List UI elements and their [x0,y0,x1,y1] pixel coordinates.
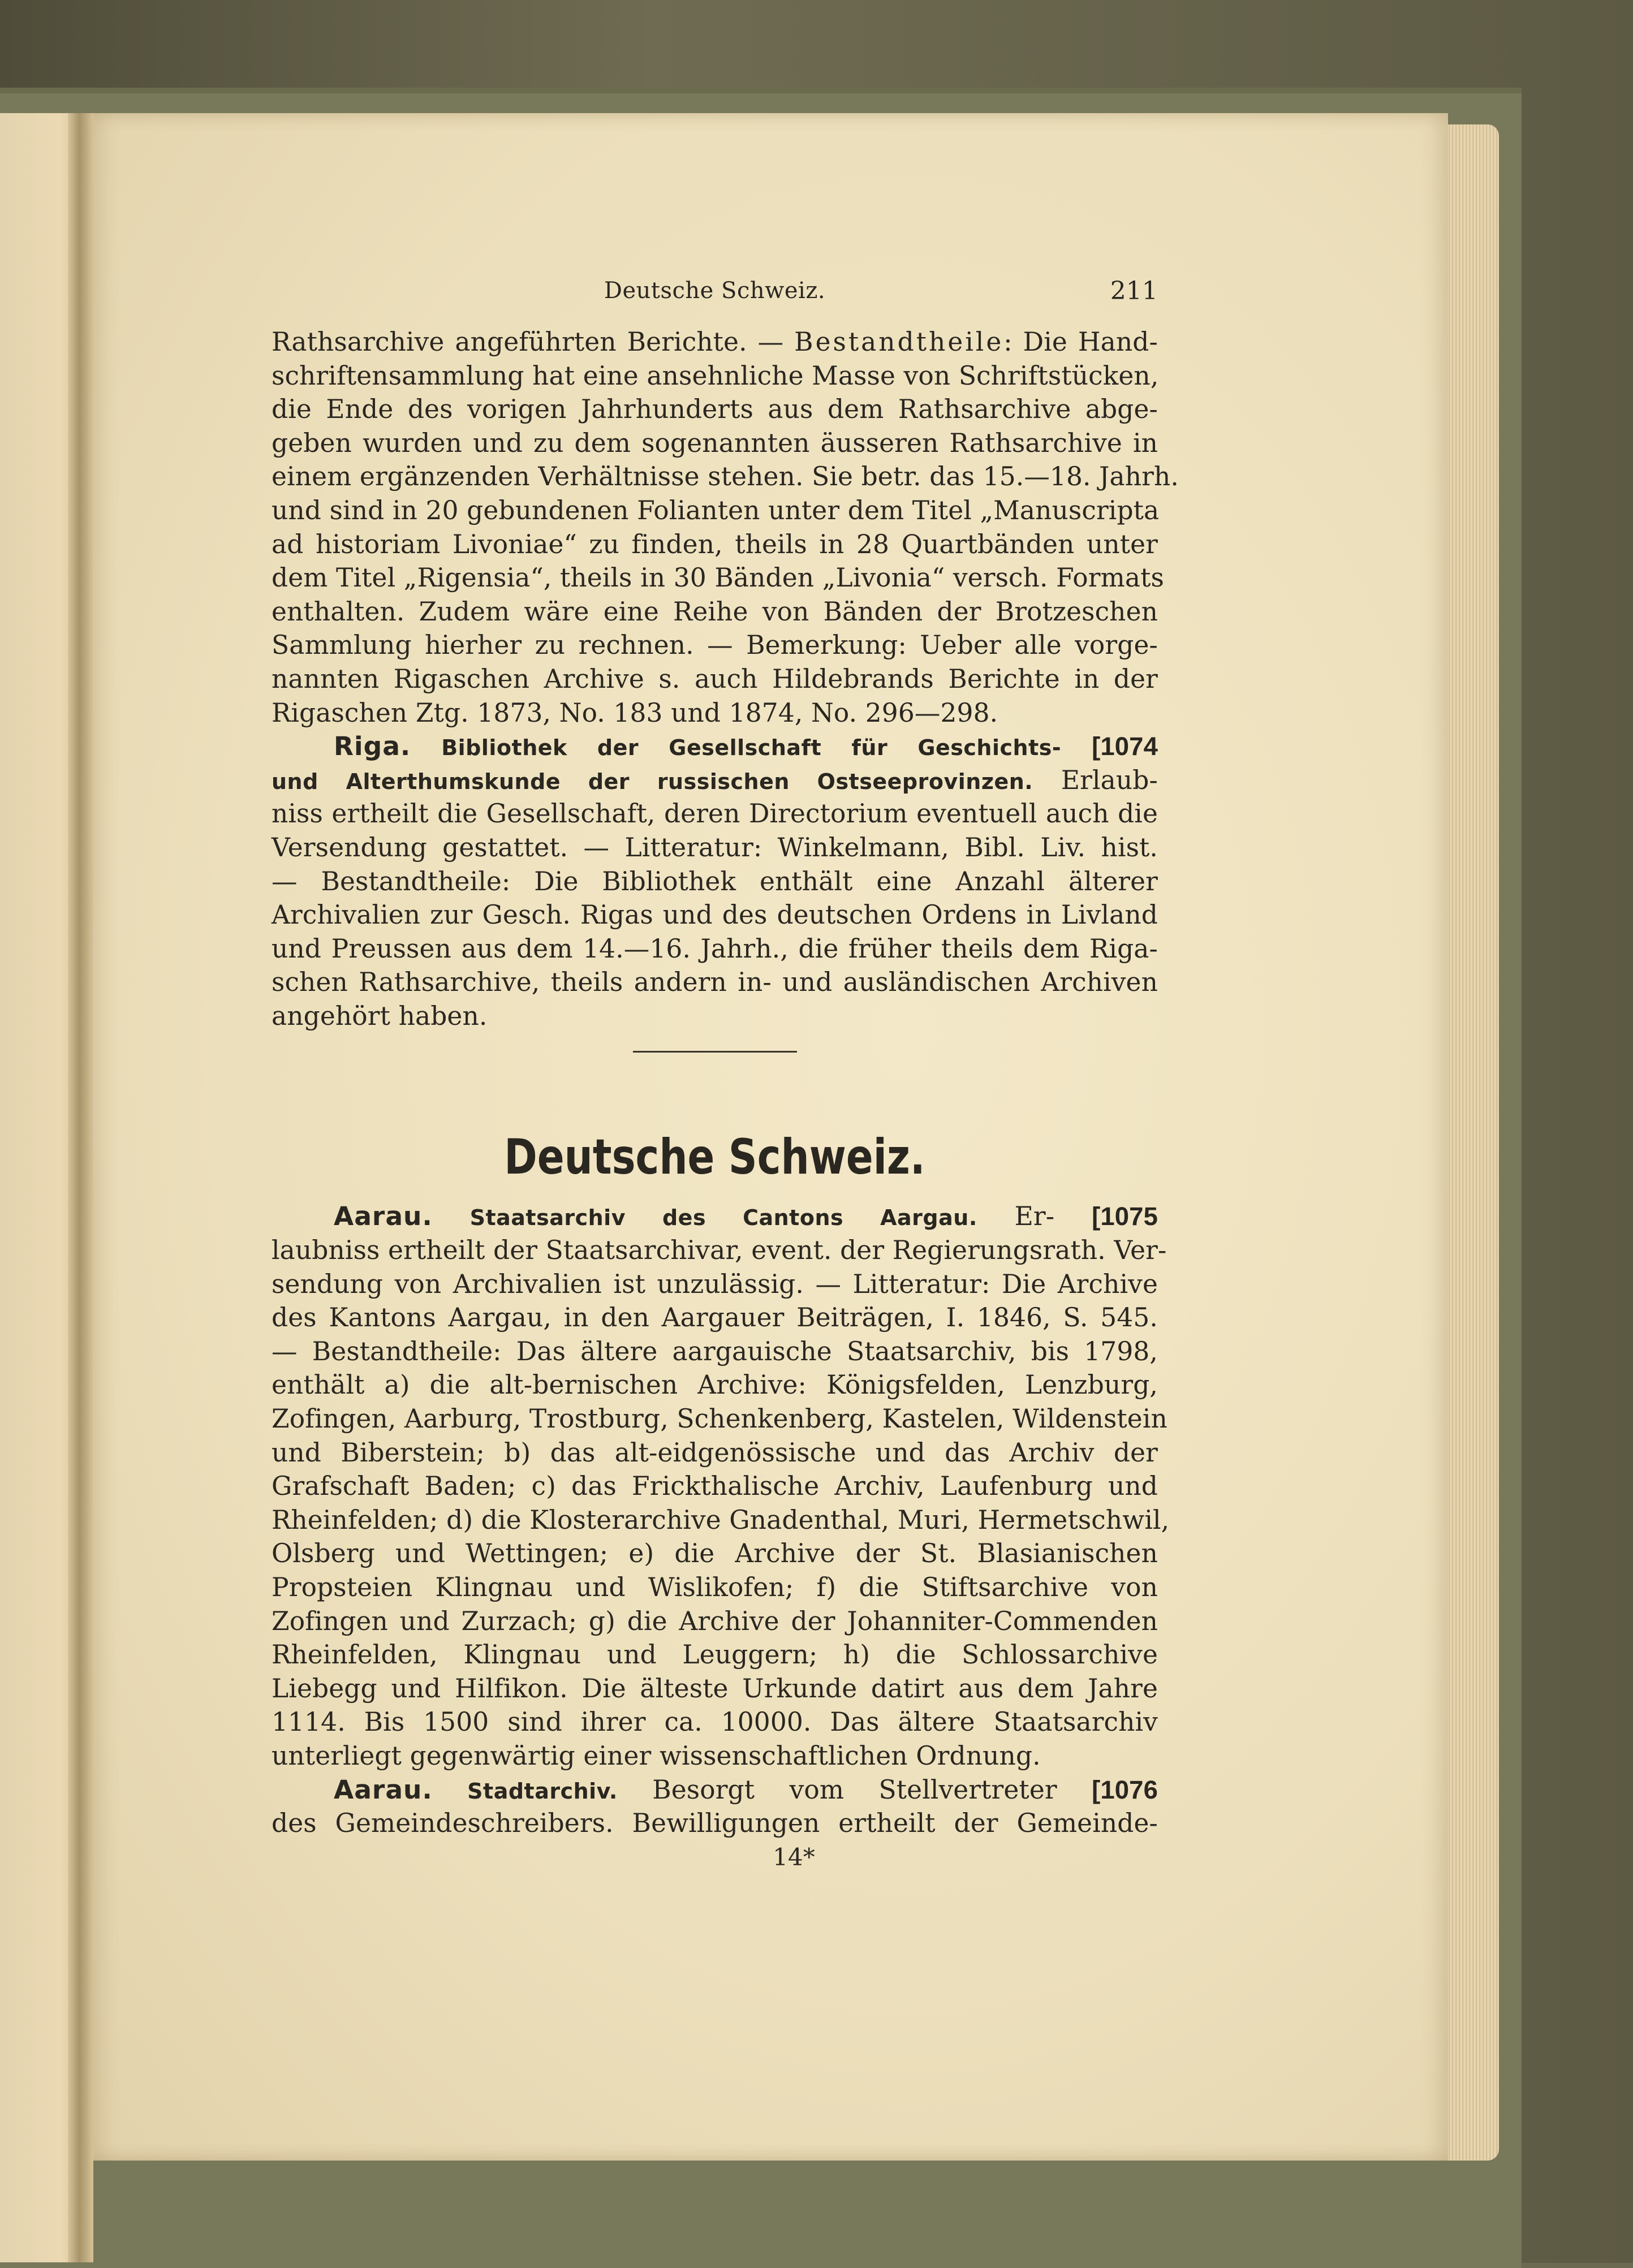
text-line: des Gemeindeschreibers. Bewilligungen ertheilt der Gemeinde- [272,1808,1158,1839]
text-line: Rheinfelden; d) die Klosterarchive Gnadenthal, Muri, Hermetschwil, [272,1504,1170,1535]
text-line: enthält a) die alt-bernischen Archive: Königsfelden, Lenzburg, [272,1370,1158,1400]
signature-mark: 14* [773,1843,815,1871]
entry-place: Riga. [334,731,411,762]
entry-title: Bibliothek der Gesellschaft für Geschichts- [441,735,1062,761]
text-line: ad historiam Livoniae“ zu finden, theils in 28 Quartbänden unter [272,529,1158,559]
entry-heading-line: Aarau. Stadtarchiv. Besorgt vom Stellvertreter [1076 [334,1774,1158,1805]
text-line: unterliegt gegenwärtig einer wissenschaftlichen Ordnung. [272,1740,1041,1771]
page-number: 211 [1110,277,1158,305]
text-line: 1114. Bis 1500 sind ihrer ca. 10000. Das ältere Staatsarchiv [272,1707,1158,1737]
entry-number: [1074 [1092,732,1158,761]
text-line: angehört haben. [272,1001,488,1031]
riga-continued-entry [272,325,1179,730]
page-content [272,274,1179,1880]
text-line: einem ergänzenden Verhältnisse stehen. Sie betr. das 15.—18. Jahrh. [272,462,1179,492]
text-line: dem Titel „Rigensia“, theils in 30 Bänden „Livonia“ versch. Formats [272,563,1164,593]
text-line: geben wurden und zu dem sogenannten äusseren Rathsarchive in [272,428,1158,458]
text-line: Sammlung hierher zu rechnen. — Bemerkung: Ueber alle vorge- [272,630,1158,661]
entry-heading-line: und Alterthumskunde der russischen Ostseeprovinzen. Erlaub- [272,765,1158,795]
text-line: Zofingen und Zurzach; g) die Archive der Johanniter-Commenden [272,1606,1158,1636]
entry-place: Aarau. [334,1774,433,1805]
text-line: Propsteien Klingnau und Wislikofen; f) die Stiftsarchive von [272,1572,1158,1602]
entry-title: Stadtarchiv. [467,1778,618,1804]
text-line: — Bestandtheile: Das ältere aargauische Staatsarchiv, bis 1798, [272,1336,1158,1366]
entry-1075 [272,1200,1170,1773]
section-heading: Deutsche Schweiz. [504,1129,925,1186]
entry-1074 [272,730,1158,1033]
text-line: und Biberstein; b) das alt-eidgenössische und das Archiv der [272,1437,1158,1468]
text-line: und sind in 20 gebundenen Folianten unter dem Titel „Manuscripta [272,495,1160,525]
entry-number: [1075 [1092,1202,1158,1231]
text-line: laubniss ertheilt der Staatsarchivar, event. der Regierungsrath. Ver- [272,1235,1167,1266]
running-title: Deutsche Schweiz. [604,278,826,304]
text-line: Rathsarchive angeführten Berichte. — Bestandtheile: Die Hand- [272,327,1158,357]
text-line: Versendung gestattet. — Litteratur: Winkelmann, Bibl. Liv. hist. [272,832,1158,863]
text-line: Liebegg und Hilfikon. Die älteste Urkunde datirt aus dem Jahre [272,1673,1158,1704]
text-line: — Bestandtheile: Die Bibliothek enthält eine Anzahl älterer [272,866,1158,896]
text-line: die Ende des vorigen Jahrhunderts aus dem Rathsarchive abge- [272,394,1158,425]
text-line: Archivalien zur Gesch. Rigas und des deutschen Ordens in Livland [272,900,1158,930]
entry-heading-line: Aarau. Staatsarchiv des Cantons Aargau. Er- [1075 [334,1201,1158,1232]
text-line: nannten Rigaschen Archive s. auch Hildebrands Berichte in der [272,663,1158,694]
text-line: enthalten. Zudem wäre eine Reihe von Bänden der Brotzeschen [272,596,1158,627]
entry-1076 [272,1773,1158,1840]
entry-title: und Alterthumskunde der russischen Ostseeprovinzen. [272,769,1033,794]
text-line: schen Rathsarchive, theils andern in- und ausländischen Archiven [272,967,1158,998]
text-line: Zofingen, Aarburg, Trostburg, Schenkenberg, Kastelen, Wildenstein [272,1404,1167,1434]
entry-place: Aarau. [334,1201,433,1232]
text-line: des Kantons Aargau, in den Aargauer Beiträgen, I. 1846, S. 545. [272,1303,1158,1333]
text-line: Rigaschen Ztg. 1873, No. 183 und 1874, No. 296—298. [272,697,998,728]
spaced-label: Bestandtheile [794,327,1004,357]
text-line: Rheinfelden, Klingnau und Leuggern; h) die Schlossarchive [272,1640,1158,1670]
entry-title: Staatsarchiv des Cantons Aargau. [469,1205,977,1231]
book-gutter [68,113,93,2262]
entry-number: [1076 [1092,1775,1158,1804]
text-line: schriftensammlung hat eine ansehnliche Masse von Schriftstücken, [272,360,1159,391]
text-line: niss ertheilt die Gesellschaft, deren Directorium eventuell auch die [272,799,1158,829]
text-line: sendung von Archivalien ist unzulässig. — Litteratur: Die Archive [272,1269,1158,1299]
text-line: und Preussen aus dem 14.—16. Jahrh., die früher theils dem Riga- [272,933,1158,964]
text-line: Olsberg und Wettingen; e) die Archive der St. Blasianischen [272,1538,1158,1569]
section-divider [633,1051,797,1053]
text-line: Grafschaft Baden; c) das Frickthalische Archiv, Laufenburg und [272,1471,1158,1502]
entry-heading-line [272,730,1158,764]
page-header [272,274,1158,325]
